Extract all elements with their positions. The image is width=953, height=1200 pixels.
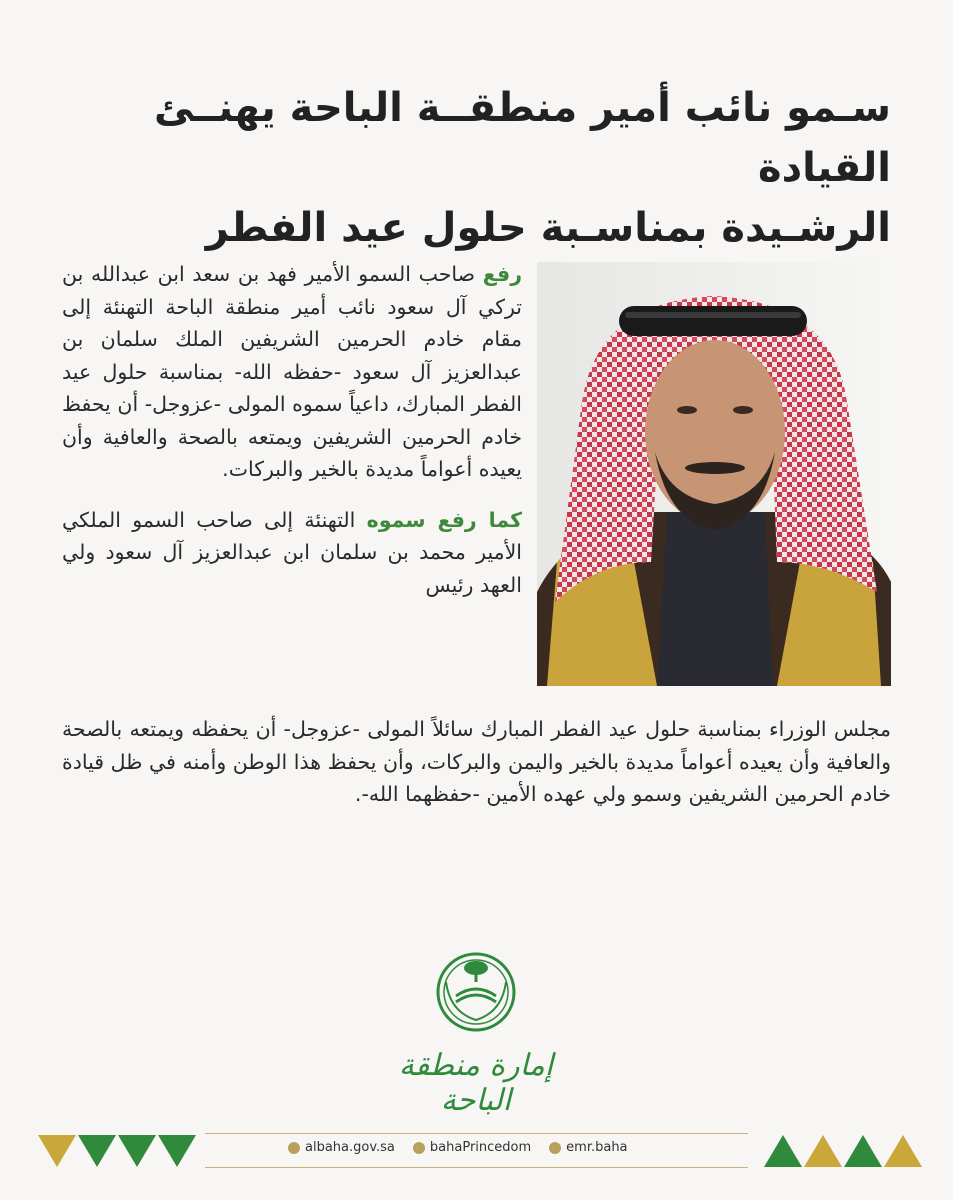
snapchat-icon xyxy=(549,1142,561,1154)
headline-line-2: الرشـيدة بمناسـبة حلول عيد الفطر xyxy=(205,205,891,251)
snapchat-label: emr.baha xyxy=(566,1140,628,1155)
x-link[interactable] xyxy=(413,1140,531,1155)
paragraph-2-text: التهنئة إلى صاحب السمو الملكي الأمير محمد بن سلمان ابن عبدالعزيز آل سعود ولي العهد رئيس xyxy=(62,507,522,597)
paragraph-1-text: صاحب السمو الأمير فهد بن سعد ابن عبدالله بن تركي آل سعود نائب أمير منطقة الباحة التهنئة إلى مقام خادم الحرمين الشريفين الملك سلمان بن عبدالعزيز آل سعود -حفظه الله- بمناسبة حلول عيد الفطر المبارك، داعياً سموه المولى -عزوجل- أن يحفظ خادم الحرمين الشريفين ويمتعه بالصحة والعافية وأن يعيده أعواماً مديدة بالخير والبركات. xyxy=(62,262,522,481)
footer-triangles-right xyxy=(764,1135,924,1169)
snapchat-link[interactable] xyxy=(549,1140,627,1155)
globe-icon xyxy=(288,1142,300,1154)
footer-triangles-left xyxy=(38,1135,198,1169)
portrait-photo xyxy=(537,262,891,686)
x-icon xyxy=(413,1142,425,1154)
website-link[interactable] xyxy=(288,1140,395,1155)
paragraph-2-continuation: مجلس الوزراء بمناسبة حلول عيد الفطر المبارك سائلاً المولى -عزوجل- أن يحفظه ويمتعه بالصحة والعافية وأن يعيده أعواماً مديدة بالخير واليمن والبركات، وأن يحفظ هذا الوطن وأمنه في ظل قيادة خادم الحرمين الشريفين وسمو ولي عهده الأمين -حفظهما الله-. xyxy=(62,717,891,806)
paragraph-2-lead: كما رفع سموه xyxy=(366,507,522,532)
social-links xyxy=(288,1140,628,1155)
paragraph-1-lead: رفع xyxy=(482,262,522,286)
headline-line-1: سـمو نائب أمير منطقــة الباحة يهنــئ القيادة xyxy=(154,85,891,191)
paragraph-1 xyxy=(62,258,522,486)
footer-divider-bottom xyxy=(205,1167,748,1168)
emblem-logo xyxy=(424,952,528,1032)
x-label: bahaPrincedom xyxy=(429,1140,532,1155)
article-body xyxy=(62,258,522,601)
website-label: albaha.gov.sa xyxy=(305,1140,395,1155)
organization-name: إمارة منطقة الباحة xyxy=(398,1048,554,1118)
footer-divider-top xyxy=(205,1133,748,1134)
paragraph-2 xyxy=(62,504,522,602)
